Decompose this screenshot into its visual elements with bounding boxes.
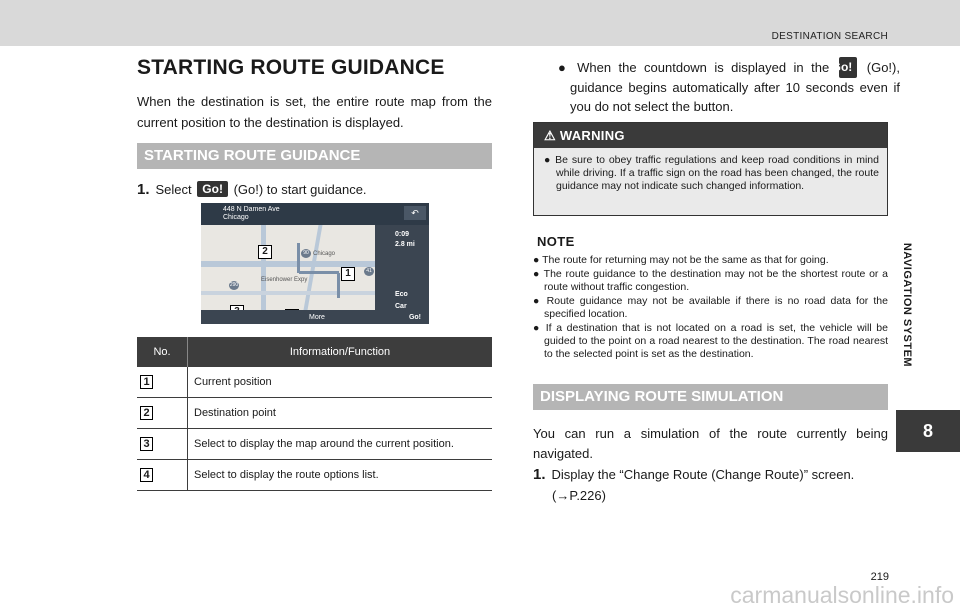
table-header-no: No. [137,337,188,367]
list-item: ● Route guidance may not be available if there is no road data for the specified location. [533,295,888,320]
step-display-change-route: 1. Display the “Change Route (Change Route)” screen. (→P.226) [533,464,888,506]
back-icon[interactable]: ↶ [404,206,426,220]
warning-icon: ⚠ [544,128,556,143]
section-band-route-simulation: DISPLAYING ROUTE SIMULATION [533,384,888,410]
go-button-badge: Go! [839,57,858,78]
table-row: 1 Current position [137,367,492,398]
table-header-info: Information/Function [188,337,493,367]
list-item: ● The route guidance to the destination may not be the shortest route or a route without traffic congestion. [533,268,888,293]
note-list [533,254,888,362]
watermark: carmanualsonline.info [730,582,954,608]
go-button-badge: Go! [197,181,228,197]
page-reference-link[interactable]: (→P.226) [552,488,606,503]
more-button[interactable]: More [309,314,325,321]
header-bar [0,0,960,46]
page-number: 219 [870,571,889,583]
step-select-go: 1. Select Go! (Go!) to start guidance. [137,181,367,198]
go-button[interactable]: Go! [408,314,421,321]
list-item: ● If a destination that is not located on a road is set, the vehicle will be guided to the point on a road nearest to the destination. The road nearest to the selected point is set as the destination. [533,322,888,360]
info-table [137,337,492,491]
map-callout-2: 2 [258,245,272,259]
simulation-paragraph: You can run a simulation of the route currently being navigated. [533,426,888,461]
table-row: 4 Select to display the route options list. [137,460,492,491]
map-header: 448 N Damen Ave Chicago ↶ [201,203,429,225]
route-map-screenshot: 448 N Damen Ave Chicago ↶ Chicago Eisenhower Expy 90 290 41 2 1 0:09 2.8 mi Eco Car More Go! [201,203,429,324]
section-title: DESTINATION SEARCH [771,31,888,42]
table-row: 3 Select to display the map around the current position. [137,429,492,460]
intro-paragraph: When the destination is set, the entire route map from the current position to the destination is displayed. [137,94,492,130]
countdown-bullet: ● When the countdown is displayed in the Go! (Go!), guidance begins automatically after 10 seconds even if you do not select the button. [558,57,900,116]
page-title: STARTING ROUTE GUIDANCE [137,56,445,79]
warning-box: ⚠ WARNING ● Be sure to obey traffic regulations and keep road conditions in mind while driving. If a traffic sign on the road has been changed, the route guidance may not indicate such changed information. [533,122,888,216]
section-band-starting-guidance: STARTING ROUTE GUIDANCE [137,143,492,169]
route-info-panel: 0:09 2.8 mi Eco Car [375,225,429,324]
list-item: ● The route for returning may not be the same as that for going. [533,254,829,266]
chapter-side-label: NAVIGATION SYSTEM [901,242,913,368]
map-callout-1: 1 [341,267,355,281]
chapter-tab: 8 [896,410,960,452]
note-title: NOTE [537,234,575,249]
table-row: 2 Destination point [137,398,492,429]
map-bottom-bar [201,310,375,324]
